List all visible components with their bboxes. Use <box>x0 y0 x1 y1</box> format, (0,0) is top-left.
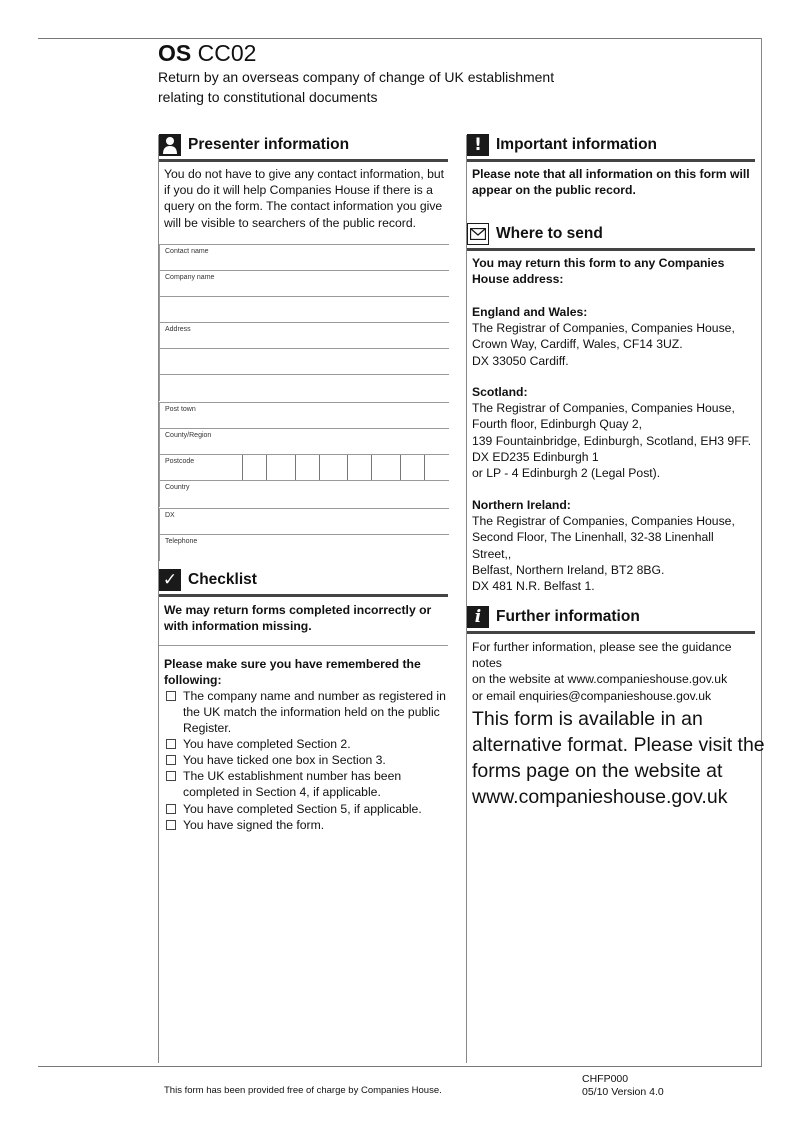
company-name-label: Company name <box>165 274 215 281</box>
send-section-header <box>467 223 755 251</box>
checklist-section-header <box>159 569 448 597</box>
page-title <box>158 40 256 66</box>
page-subtitle <box>158 67 578 107</box>
bottom-rule <box>38 1066 762 1067</box>
county-label: County/Region <box>165 432 212 439</box>
presenter-section-header <box>159 134 448 162</box>
company-name-field[interactable] <box>159 270 449 297</box>
checklist-intro: Please make sure you have remembered the following: <box>164 657 421 688</box>
ni-title: Northern Ireland: <box>472 498 571 512</box>
postcode-label: Postcode <box>165 458 195 465</box>
checklist-item-text: You have completed Section 5, if applicable. <box>183 802 422 816</box>
checklist-item-text: The UK establishment number has been completed in Section 4, if applicable. <box>183 769 402 800</box>
ni-address-block <box>472 497 755 594</box>
postcode-box[interactable] <box>424 455 448 480</box>
checkbox[interactable] <box>166 739 176 749</box>
envelope-icon <box>467 223 489 245</box>
info-icon: i <box>467 606 489 628</box>
checklist-warning: We may return forms completed incorrectly or with information missing. <box>164 603 432 634</box>
checklist-item-text: You have completed Section 2. <box>183 737 351 751</box>
checkbox[interactable] <box>166 820 176 830</box>
footer-code: CHFP000 <box>582 1073 629 1085</box>
checklist-item[interactable] <box>166 768 448 800</box>
presenter-heading: Presenter information <box>188 136 350 153</box>
england-line-3: DX 33050 Cardiff. <box>472 353 569 368</box>
post-town-field[interactable] <box>159 402 449 429</box>
address-field-line-2[interactable] <box>159 348 449 375</box>
address-field[interactable] <box>159 322 449 349</box>
alternative-format-notice: This form is available in an alternative format. Please visit the forms page on the website at www.companieshouse.gov.uk <box>472 708 765 808</box>
england-title: England and Wales: <box>472 305 588 319</box>
checklist-item-text: The company name and number as registered in the UK match the information held on the public Register. <box>183 689 446 736</box>
checklist-item[interactable] <box>166 801 448 817</box>
form-prefix: OS <box>158 40 192 66</box>
checkbox[interactable] <box>166 771 176 781</box>
ni-line-1: The Registrar of Companies, Companies House, <box>472 514 735 529</box>
country-field[interactable] <box>159 480 449 507</box>
post-town-label: Post town <box>165 406 196 413</box>
further-line-1: For further information, please see the guidance notes <box>472 640 732 671</box>
send-heading: Where to send <box>496 225 603 242</box>
contact-name-label: Contact name <box>165 248 209 255</box>
checklist-item-text: You have signed the form. <box>183 818 325 832</box>
checkbox[interactable] <box>166 804 176 814</box>
top-rule <box>38 38 762 39</box>
country-label: Country <box>165 484 190 491</box>
england-line-1: The Registrar of Companies, Companies House, <box>472 321 735 336</box>
county-field[interactable] <box>159 428 449 455</box>
exclamation-icon: ! <box>467 134 489 156</box>
right-rule <box>761 38 762 1066</box>
checklist-item[interactable] <box>166 752 448 768</box>
further-heading: Further information <box>496 608 640 625</box>
checklist-item[interactable] <box>166 688 448 737</box>
scotland-address-block <box>472 384 755 481</box>
dx-label: DX <box>165 512 175 519</box>
footer-version <box>582 1073 664 1099</box>
company-name-field-line-2[interactable] <box>159 296 449 323</box>
checklist-item-text: You have ticked one box in Section 3. <box>183 753 386 767</box>
postcode-box[interactable] <box>400 455 425 480</box>
ni-line-4: DX 481 N.R. Belfast 1. <box>472 579 595 594</box>
ni-line-3: Belfast, Northern Ireland, BT2 8BG. <box>472 562 665 577</box>
checkbox[interactable] <box>166 691 176 701</box>
scotland-line-1: The Registrar of Companies, Companies House, <box>472 401 735 416</box>
scotland-line-3: 139 Fountainbridge, Edinburgh, Scotland, EH3 9FF. <box>472 433 752 448</box>
presenter-intro: You do not have to give any contact information, but if you do it will help Companies House if there is a query on the form. The contact information you give will be visible to searchers of the public record. <box>164 167 445 230</box>
subtitle-line-2: relating to constitutional documents <box>158 89 378 105</box>
address-label: Address <box>165 326 191 333</box>
england-line-2: Crown Way, Cardiff, Wales, CF14 3UZ. <box>472 337 683 352</box>
subtitle-line-1: Return by an overseas company of change of UK establishment <box>158 69 555 85</box>
scotland-line-5: or LP - 4 Edinburgh 2 (Legal Post). <box>472 466 661 481</box>
right-column-rule <box>466 135 467 1063</box>
further-text <box>472 639 762 704</box>
postcode-box[interactable] <box>295 455 320 480</box>
tick-icon: ✓ <box>159 569 181 591</box>
checklist-heading: Checklist <box>188 571 257 588</box>
dx-field[interactable] <box>159 508 449 535</box>
scotland-title: Scotland: <box>472 385 528 399</box>
footer-version-text: 05/10 Version 4.0 <box>582 1086 664 1098</box>
checklist-item[interactable] <box>166 736 448 752</box>
telephone-label: Telephone <box>165 538 198 545</box>
important-section-header <box>467 134 755 162</box>
ni-line-2: Second Floor, The Linenhall, 32-38 Linenhall Street,, <box>472 530 714 561</box>
further-line-3: or email enquiries@companieshouse.gov.uk <box>472 688 712 703</box>
form-code: CC02 <box>197 40 257 66</box>
postcode-field[interactable] <box>159 454 449 481</box>
person-icon <box>159 134 181 156</box>
further-line-2: on the website at www.companieshouse.gov.uk <box>472 672 728 687</box>
postcode-box[interactable] <box>347 455 372 480</box>
checklist-divider <box>159 645 448 646</box>
postcode-box[interactable] <box>242 455 267 480</box>
england-address-block <box>472 304 755 369</box>
send-intro: You may return this form to any Companies House address: <box>472 256 725 287</box>
checkbox[interactable] <box>166 755 176 765</box>
contact-name-field[interactable] <box>159 244 449 271</box>
checklist-item[interactable] <box>166 817 448 833</box>
scotland-line-4: DX ED235 Edinburgh 1 <box>472 449 599 464</box>
important-heading: Important information <box>496 136 658 153</box>
further-section-header <box>467 606 755 634</box>
footer-free-text: This form has been provided free of charge by Companies House. <box>164 1085 442 1096</box>
address-field-line-3[interactable] <box>159 374 449 401</box>
scotland-line-2: Fourth floor, Edinburgh Quay 2, <box>472 417 643 432</box>
telephone-field[interactable] <box>159 534 449 561</box>
important-text: Please note that all information on this form will appear on the public record. <box>472 167 750 198</box>
